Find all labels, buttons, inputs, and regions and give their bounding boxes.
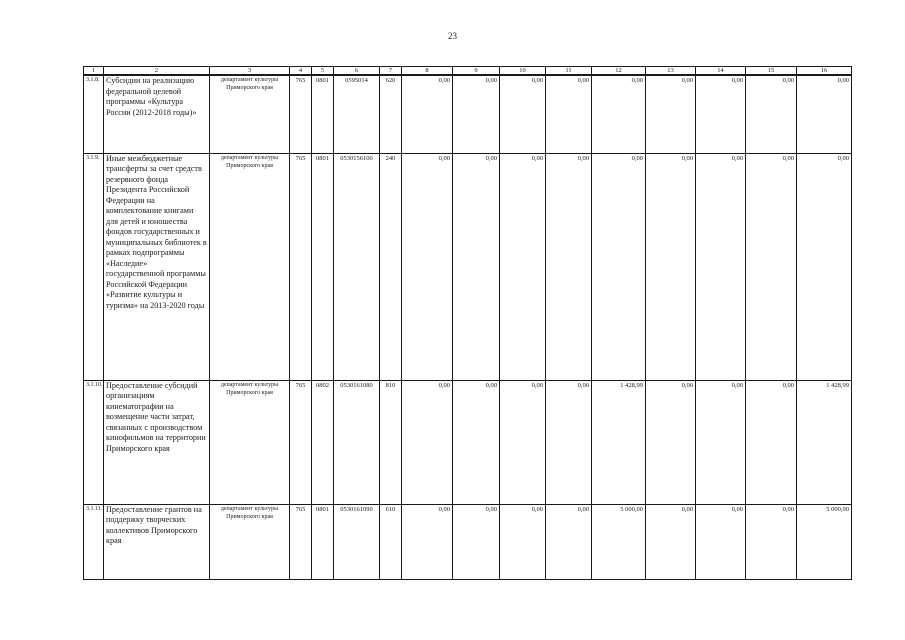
amount-cell: 0,00 — [500, 75, 546, 153]
code-cell: 610 — [380, 504, 402, 579]
amount-cell: 0,00 — [646, 153, 696, 380]
row-number: 3.1.11. — [84, 504, 104, 579]
amount-cell: 0,00 — [402, 75, 453, 153]
column-number-header: 2 — [104, 67, 210, 76]
row-description: Иные межбюджетные трансферты за счет средств резервного фонда Президента Российской Федерации на комплектование книгами для детей и юношества фондов государственных и муниципальных библиотек в рамках подпрограммы «Наследие» государственной программы Российской Федерации «Развитие культуры и туризма» на 2013-2020 годы — [104, 153, 210, 380]
amount-cell: 0,00 — [453, 504, 500, 579]
amount-cell: 0,00 — [646, 75, 696, 153]
amount-cell: 1 428,99 — [592, 380, 646, 504]
page-number: 23 — [448, 31, 457, 41]
amount-cell: 0,00 — [500, 504, 546, 579]
row-department: департамент культуры Приморского края — [210, 504, 290, 579]
amount-cell: 0,00 — [696, 75, 746, 153]
amount-cell: 0,00 — [797, 153, 852, 380]
code-cell: 0801 — [312, 153, 334, 380]
amount-cell: 0,00 — [453, 153, 500, 380]
column-number-header: 10 — [500, 67, 546, 76]
amount-cell: 0,00 — [746, 75, 797, 153]
row-description: Предоставление субсидий организациям кинематографии на возмещение части затрат, связанных с производством кинофильмов на территории Приморского края — [104, 380, 210, 504]
code-cell: 0530156100 — [334, 153, 380, 380]
column-number-header: 6 — [334, 67, 380, 76]
column-number-header: 13 — [646, 67, 696, 76]
amount-cell: 0,00 — [797, 75, 852, 153]
table-row — [84, 380, 852, 504]
amount-cell: 0,00 — [696, 153, 746, 380]
code-cell: 765 — [290, 380, 312, 504]
amount-cell: 0,00 — [546, 504, 592, 579]
column-number-header: 1 — [84, 67, 104, 76]
column-number-header: 16 — [797, 67, 852, 76]
amount-cell: 0,00 — [453, 380, 500, 504]
column-number-header: 14 — [696, 67, 746, 76]
row-number: 3.1.8. — [84, 75, 104, 153]
code-cell: 765 — [290, 504, 312, 579]
amount-cell: 0,00 — [592, 153, 646, 380]
code-cell: 765 — [290, 153, 312, 380]
code-cell: 0595014 — [334, 75, 380, 153]
table-row — [84, 153, 852, 380]
column-number-header: 3 — [210, 67, 290, 76]
column-number-header: 15 — [746, 67, 797, 76]
amount-cell: 0,00 — [546, 75, 592, 153]
column-number-header: 9 — [453, 67, 500, 76]
amount-cell: 0,00 — [746, 153, 797, 380]
table-row — [84, 75, 852, 153]
amount-cell: 0,00 — [500, 380, 546, 504]
column-number-header: 5 — [312, 67, 334, 76]
column-number-header: 11 — [546, 67, 592, 76]
code-cell: 240 — [380, 153, 402, 380]
amount-cell: 0,00 — [696, 380, 746, 504]
code-cell: 0530161080 — [334, 380, 380, 504]
row-description: Субсидии на реализацию федеральной целевой программы «Культура России (2012-2018 годы)» — [104, 75, 210, 153]
amount-cell: 0,00 — [402, 504, 453, 579]
amount-cell: 5 000,00 — [797, 504, 852, 579]
row-department: департамент культуры Приморского края — [210, 380, 290, 504]
column-number-header: 8 — [402, 67, 453, 76]
code-cell: 0802 — [312, 380, 334, 504]
amount-cell: 0,00 — [646, 504, 696, 579]
row-department: департамент культуры Приморского края — [210, 75, 290, 153]
amount-cell: 1 428,99 — [797, 380, 852, 504]
amount-cell: 0,00 — [546, 153, 592, 380]
table-row — [84, 504, 852, 579]
code-cell: 810 — [380, 380, 402, 504]
amount-cell: 0,00 — [696, 504, 746, 579]
column-number-header: 4 — [290, 67, 312, 76]
amount-cell: 0,00 — [402, 153, 453, 380]
code-cell: 0530161090 — [334, 504, 380, 579]
amount-cell: 5 000,00 — [592, 504, 646, 579]
column-number-header: 7 — [380, 67, 402, 76]
amount-cell: 0,00 — [746, 380, 797, 504]
code-cell: 0801 — [312, 504, 334, 579]
code-cell: 0801 — [312, 75, 334, 153]
column-number-header: 12 — [592, 67, 646, 76]
budget-table — [83, 66, 852, 580]
row-number: 3.1.9. — [84, 153, 104, 380]
amount-cell: 0,00 — [402, 380, 453, 504]
row-department: департамент культуры Приморского края — [210, 153, 290, 380]
row-number: 3.1.10. — [84, 380, 104, 504]
amount-cell: 0,00 — [646, 380, 696, 504]
amount-cell: 0,00 — [746, 504, 797, 579]
code-cell: 765 — [290, 75, 312, 153]
amount-cell: 0,00 — [546, 380, 592, 504]
column-number-row — [84, 67, 852, 76]
amount-cell: 0,00 — [500, 153, 546, 380]
amount-cell: 0,00 — [453, 75, 500, 153]
code-cell: 620 — [380, 75, 402, 153]
row-description: Предоставление грантов на поддержку творческих коллективов Приморского края — [104, 504, 210, 579]
amount-cell: 0,00 — [592, 75, 646, 153]
